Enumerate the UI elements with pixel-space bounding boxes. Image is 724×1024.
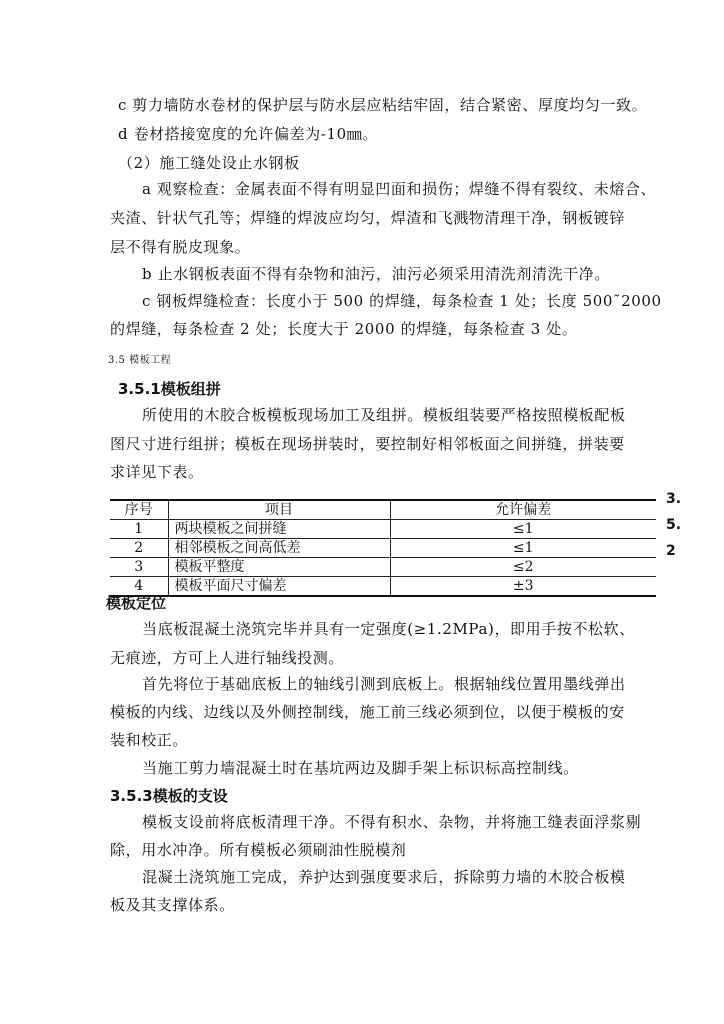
cell-index: 2 <box>110 539 168 558</box>
cell-index: 4 <box>110 577 168 597</box>
para-weld-check-1: c 钢板焊缝检查：长度小于 500 的焊缝，每条检查 1 处；长度 500˜2000 <box>142 292 662 310</box>
para-membrane-protection: c 剪力墙防水卷材的保护层与防水层应粘结牢固，结合紧密、厚度均匀一致。 <box>118 96 648 114</box>
para-353-4: 板及其支撑体系。 <box>110 896 235 914</box>
table-row <box>110 539 656 558</box>
para-oil-clean: b 止水钢板表面不得有杂物和油污，油污必须采用清洗剂清洗干净。 <box>142 265 610 283</box>
para-353-3: 混凝土浇筑施工完成，养护达到强度要求后，拆除剪力墙的木胶合板模 <box>142 868 626 886</box>
cell-item: 两块模板之间拼缝 <box>168 520 390 539</box>
para-visual-check-3: 层不得有脱皮现象。 <box>110 238 251 256</box>
table-row <box>110 558 656 577</box>
tolerance-table <box>110 499 656 597</box>
para-weld-check-2: 的焊缝，每条检查 2 处；长度大于 2000 的焊缝，每条检查 3 处。 <box>110 320 578 338</box>
cell-index: 1 <box>110 520 168 539</box>
heading-3-5-3: 3.5.3模板的支设 <box>110 787 228 805</box>
table-row <box>110 520 656 539</box>
heading-formwork-positioning: 模板定位 <box>106 594 167 612</box>
header-item: 项目 <box>168 500 390 520</box>
para-353-2: 除，用水冲净。所有模板必须刷油性脱模剂 <box>110 841 407 859</box>
para-351-1: 所使用的木胶合板模板现场加工及组拼。模板组装要严格按照模板配板 <box>142 406 626 424</box>
para-352-1: 当底板混凝土浇筑完毕并具有一定强度(≥1.2MPa)，即用手按不松软、 <box>142 620 635 638</box>
table-header-row <box>110 500 656 520</box>
side-label-2: 2 <box>666 543 676 559</box>
para-352-6: 当施工剪力墙混凝土时在基坑两边及脚手架上标识标高控制线。 <box>142 759 579 777</box>
cell-tolerance: ≤1 <box>390 520 656 539</box>
para-351-2: 图尺寸进行组拼；模板在现场拼装时，要控制好相邻板面之间拼缝，拼装要 <box>110 435 625 453</box>
section-title-formwork: 3.5 模板工程 <box>108 355 172 366</box>
header-tolerance: 允许偏差 <box>390 500 656 520</box>
header-index: 序号 <box>110 500 168 520</box>
cell-tolerance: ≤1 <box>390 539 656 558</box>
heading-3-5-1: 3.5.1模板组拼 <box>118 380 221 398</box>
cell-tolerance: ±3 <box>390 577 656 597</box>
para-352-3: 首先将位于基础底板上的轴线引测到底板上。根据轴线位置用墨线弹出 <box>142 675 626 693</box>
para-352-4: 模板的内线、边线以及外侧控制线，施工前三线必须到位，以便于模板的安 <box>110 703 625 721</box>
cell-item: 相邻模板之间高低差 <box>168 539 390 558</box>
para-352-2: 无痕迹，方可上人进行轴线投测。 <box>110 649 345 667</box>
table-row <box>110 577 656 597</box>
heading-construction-joint: （2）施工缝处设止水钢板 <box>118 154 300 172</box>
para-visual-check-1: a 观察检查：金属表面不得有明显凹面和损伤；焊缝不得有裂纹、未熔合、 <box>142 180 657 198</box>
para-353-1: 模板支设前将底板清理干净。不得有积水、杂物，并将施工缝表面浮浆剔 <box>142 813 642 831</box>
cell-item: 模板平面尺寸偏差 <box>168 577 390 597</box>
para-352-5: 装和校正。 <box>110 731 189 749</box>
para-visual-check-2: 夹渣、针状气孔等；焊缝的焊波应均匀，焊渣和飞溅物清理干净，钢板镀锌 <box>110 209 625 227</box>
para-351-3: 求详见下表。 <box>110 463 204 481</box>
cell-tolerance: ≤2 <box>390 558 656 577</box>
cell-index: 3 <box>110 558 168 577</box>
side-label-3: 3. <box>666 491 682 507</box>
para-lap-width: d 卷材搭接宽度的允许偏差为-10㎜。 <box>118 125 378 143</box>
side-label-5: 5. <box>666 517 682 533</box>
cell-item: 模板平整度 <box>168 558 390 577</box>
